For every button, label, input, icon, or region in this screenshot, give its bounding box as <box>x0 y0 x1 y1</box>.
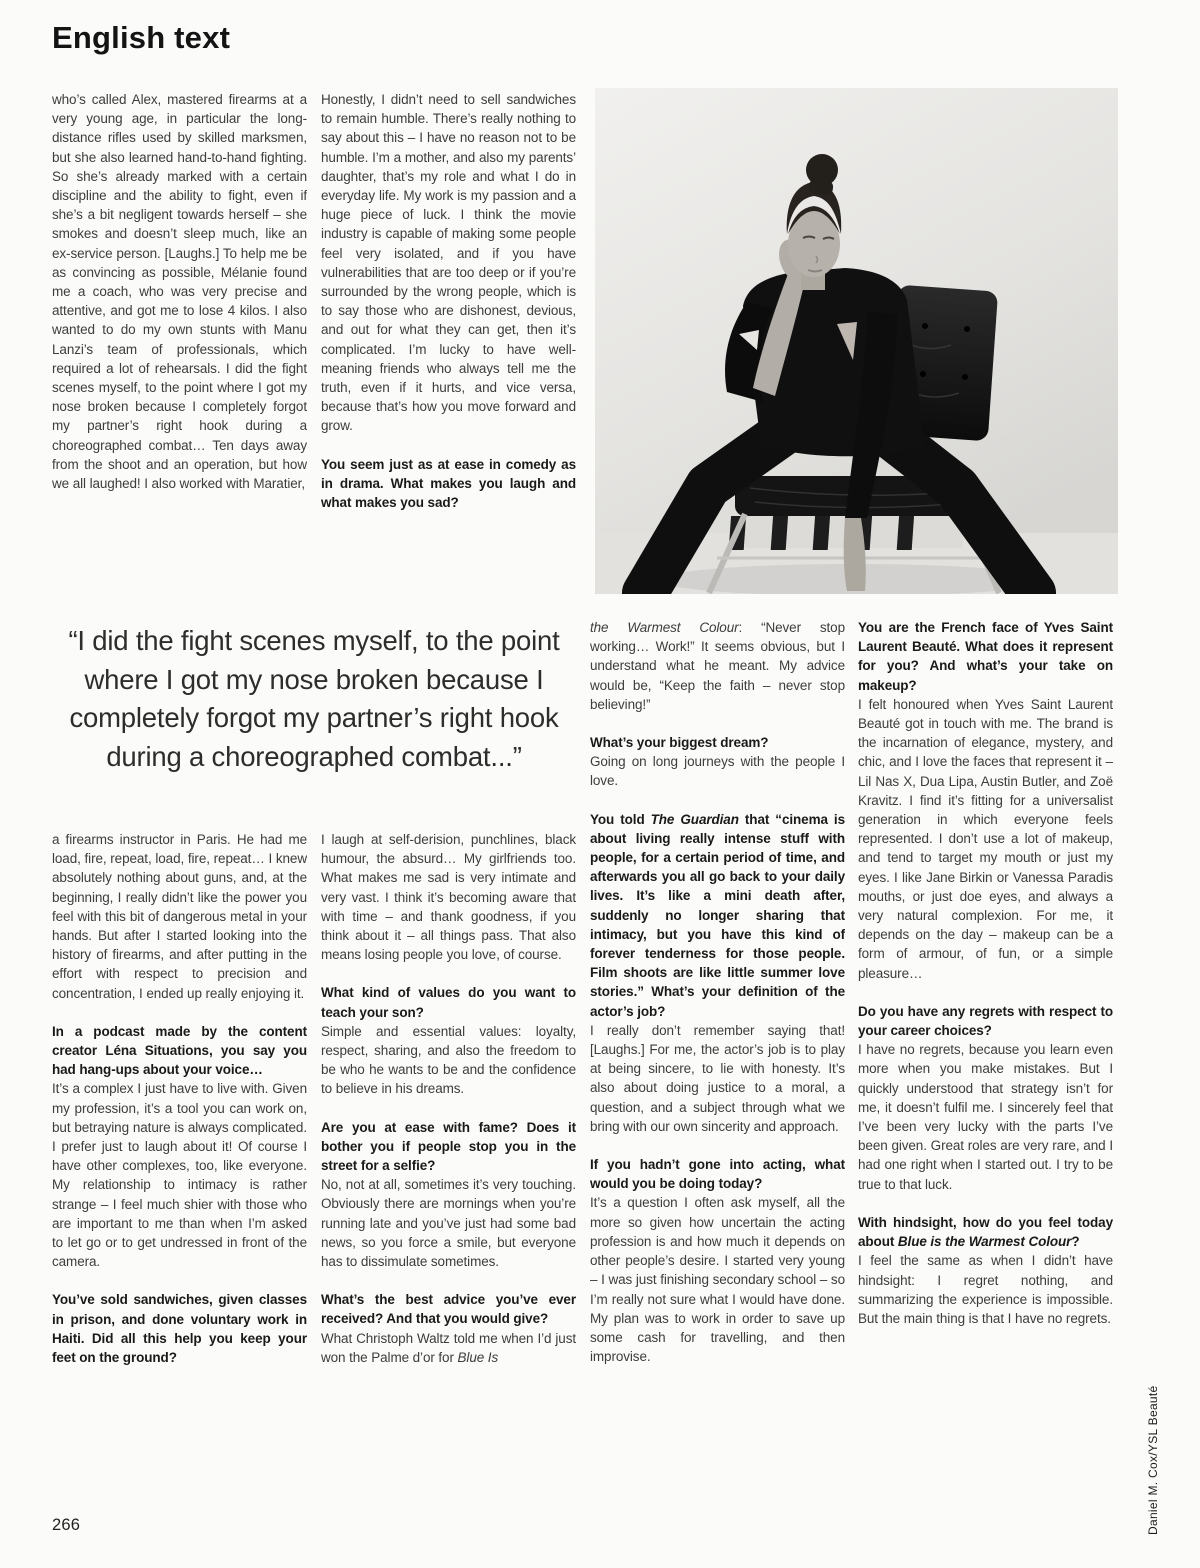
interview-answer: I felt honoured when Yves Saint Laurent Beauté got in touch with me. The brand is the incarnation of elegance, mystery, and chic, and I love the faces that represent it – Lil Nas X, Dua Lipa, Austin Butler, and Zoë Kravitz. I find it’s fitting for a universalist generation in which everyone feels represented. I don’t use a lot of makeup, and tend to target my mouth or just my eyes. I like Jane Birkin or Vanessa Paradis mouths, or just doe eyes, and always a very natural complexion. For me, it depends on the day – makeup can be a form of armour, of fun, or a simple pleasure… <box>858 696 1113 981</box>
interview-question: If you hadn’t gone into acting, what would you be doing today? <box>590 1157 845 1192</box>
interview-question: Do you have any regrets with respect to your career choices? <box>858 1003 1113 1039</box>
page-number: 266 <box>52 1516 81 1534</box>
interview-answer: a firearms instructor in Paris. He had me load, fire, repeat, load, fire, repeat… I knew absolutely nothing about guns, and, at the beginning, I really didn’t like the power you feel with this bit of dangerous metal in your hands. But after I started looking into the history of firearms, and after putting in the effort with respect to precision and concentration, I ended up really enjoying it. <box>52 832 307 1001</box>
interview-question: In a podcast made by the content creator Léna Situations, you say you had hang-ups about your voice… <box>52 1023 307 1078</box>
interview-question: You told The Guardian that “cinema is about living really intense stuff with people, for a certain period of time, and afterwards you all go back to your daily lives. It’s like a mini death after, suddenly no longer sharing that intimacy, but you have this kind of forever tenderness for those people. Film shoots are like little summer love stories.” What’s your definition of the actor’s job? <box>590 811 845 1019</box>
interview-question: What kind of values do you want to teach your son? <box>321 985 576 1020</box>
article-column-4 <box>858 618 1113 1564</box>
article-column-2-top <box>321 90 576 616</box>
article-column-1-top <box>52 90 307 616</box>
interview-answer: I have no regrets, because you learn even more when you make mistakes. But I quickly understood that strategy isn’t for me, it doesn’t fulfil me. I sincerely feel that I’ve been very lucky with the parts I’ve been given. Great roles are very rare, and I had one right when I started out. I try to be true to that luck. <box>858 1042 1113 1192</box>
interview-answer: the Warmest Colour: “Never stop working… Work!” It seems obvious, but I understand what he meant. My advice would be, “Keep the faith – never stop believing!” <box>590 620 845 712</box>
interview-answer: I really don’t remember saying that! [Laughs.] For me, the actor’s job is to play at being sincere, to lie with honesty. It’s also about doing justice to a moral, a question, and a subject through what we bring with our own sincerity and approach. <box>590 1022 845 1134</box>
interview-question: With hindsight, how do you feel today about Blue is the Warmest Colour? <box>858 1214 1113 1250</box>
pull-quote: “I did the fight scenes myself, to the point where I got my nose broken because I completely forgot my partner’s right hook during a choreographed combat...” <box>68 625 560 772</box>
article-column-1-bottom <box>52 830 307 1506</box>
editorial-photo <box>595 88 1118 594</box>
interview-question: What’s the best advice you’ve ever received? And that you would give? <box>321 1292 576 1327</box>
article-column-3 <box>590 618 845 1564</box>
interview-question: What’s your biggest dream? <box>590 735 769 751</box>
interview-question: You are the French face of Yves Saint Laurent Beauté. What does it represent for you? And what’s your take on makeup? <box>858 620 1113 693</box>
interview-answer: Simple and essential values: loyalty, respect, sharing, and also the freedom to be who he wants to be and the confidence to believe in his dreams. <box>321 1023 576 1097</box>
body-paragraph: Honestly, I didn’t need to sell sandwiches to remain humble. There’s really nothing to say about this – I have no reason not to be humble. I’m a mother, and also my parents’ daughter, that’s my role and what I do in everyday life. My work is my passion and a huge piece of luck. I think the movie industry is capable of making some people feel very isolated, and if you have vulnerabilities that are too deep or if you’re surrounded by the wrong people, which is to say those who are dishonest, devious, and out for what they can get, then it’s complicated. I’m lucky to have well-meaning friends who always tell me the truth, even if it hurts, and vice versa, because that’s how you move forward and grow. <box>321 92 576 434</box>
interview-answer: It’s a complex I just have to live with. Given my profession, it’s a tool you can work on, but betraying nature is always complicated. I prefer just to laugh about it! Of course I have other complexes, too, like everyone. My relationship to intimacy is rather strange – I feel much shier with those who are important to me than when I’m asked to let go or to get undressed in front of the camera. <box>52 1081 307 1270</box>
figure-hand <box>844 518 866 591</box>
interview-question: Are you at ease with fame? Does it bother you if people stop you in the street for a selfie? <box>321 1119 576 1174</box>
article-column-2-bottom <box>321 830 576 1546</box>
photo-credit: Daniel M. Cox/YSL Beauté <box>1146 1385 1160 1535</box>
page-title: English text <box>52 20 231 55</box>
interview-answer: What Christoph Waltz told me when I’d just won the Palme d’or for Blue Is <box>321 1330 576 1365</box>
interview-answer: I laugh at self-derision, punchlines, black humour, the absurd… My girlfriends too. What makes me sad is very intimate and very vast. I think it’s becoming aware that with time – and thank goodness, if you think about it – all things pass. That also means losing people you love, of course. <box>321 832 576 963</box>
interview-question: You’ve sold sandwiches, given classes in prison, and done voluntary work in Haiti. Did all this help you keep your feet on the ground? <box>52 1292 307 1366</box>
body-paragraph: who’s called Alex, mastered firearms at a very young age, in particular the long-distance rifles used by skilled marksmen, but she also learned hand-to-hand fighting. So she’s already marked with a certain discipline and the ability to fight, even if she’s a bit negligent towards herself – she smokes and doesn’t sleep much, like an ex-service person. [Laughs.] To help me be as convincing as possible, Mélanie found me a coach, who was very precise and attentive, and got me to lose 4 kilos. I also wanted to do my own stunts with Manu Lanzi’s team of professionals, which required a lot of rehearsals. I did the fight scenes myself, to the point where I got my nose broken because I completely forgot my partner’s right hook during a choreographed combat… Ten days away from the shoot and an operation, but how we all laughed! I also worked with Maratier, <box>52 92 307 492</box>
photo-illustration <box>595 88 1118 594</box>
interview-answer: Going on long journeys with the people I love. <box>590 754 845 789</box>
interview-answer: I feel the same as when I didn’t have hindsight: I regret nothing, and summarizing the experience is impossible. But the main thing is that I have no regrets. <box>858 1253 1113 1326</box>
interview-question: You seem just as at ease in comedy as in drama. What makes you laugh and what makes you sad? <box>321 456 576 511</box>
interview-answer: No, not at all, sometimes it’s very touching. Obviously there are mornings when you’re running late and you’ve just had some bad news, so you force a smile, but everyone has to dissimulate sometimes. <box>321 1177 576 1270</box>
interview-answer: It’s a question I often ask myself, all the more so given how uncertain the acting profession is and how much it depends on other people’s desire. I started very young – I was just finishing secondary school – so I’m really not sure what I would have done. My plan was to work in order to save up some cash for travelling, and then improvise. <box>590 1195 845 1365</box>
